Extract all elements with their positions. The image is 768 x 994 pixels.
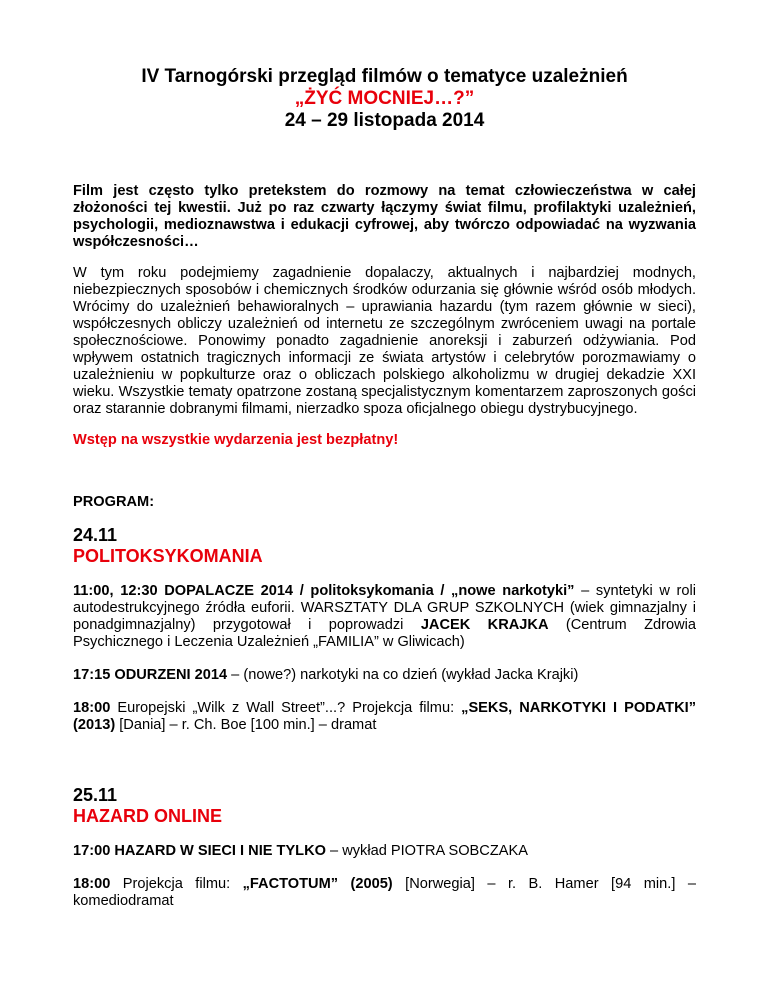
festival-dates: 24 – 29 listopada 2014 [284, 110, 485, 131]
film-title: „FACTOTUM” (2005) [242, 876, 393, 892]
event-time: 18:00 [73, 876, 111, 892]
day-theme: POLITOKSYKOMANIA [73, 546, 263, 566]
event-item [73, 843, 696, 860]
event-item [73, 700, 696, 734]
event-description: – (nowe?) narkotyki na co dzień (wykład Jacka Krajki) [227, 667, 579, 683]
event-description: – syntetyki w roli autodestrukcyjnego źródła euforii. WARSZTATY DLA GRUP SZKOLNYCH (wiek gimnazjalny i ponadgimnazjalny) przygotował i poprowadzi [73, 583, 696, 633]
event-title: 17:15 ODURZENI 2014 [73, 667, 228, 683]
festival-title: IV Tarnogórski przegląd filmów o tematyce uzależnień [141, 66, 628, 87]
document-page [73, 0, 696, 910]
free-entry-notice: Wstęp na wszystkie wydarzenia jest bezpłatny! [73, 432, 399, 448]
event-description-tail: [Norwegia] – r. B. Hamer [94 min.] – komediodramat [73, 876, 696, 909]
event-description: – wykład PIOTRA SOBCZAKA [326, 843, 528, 859]
event-item [73, 876, 696, 910]
film-title: „SEKS, NARKOTYKI I PODATKI” (2013) [73, 700, 696, 733]
day-date: 24.11 [73, 525, 118, 545]
intro-paragraph: Film jest często tylko pretekstem do rozmowy na temat człowieczeństwa w całej złożoności tej kwestii. Już po raz czwarty łączymy świat filmu, profilaktyki uzależnień, psychologii, medioznawstwa i edukacji cyfrowej, aby twórczo odpowiadać na wyzwania współczesności… [73, 183, 696, 250]
event-time: 18:00 [73, 700, 111, 716]
title-block [73, 66, 696, 132]
program-label: PROGRAM: [73, 494, 155, 510]
day-header-25-11 [73, 785, 696, 827]
festival-slogan: „ŻYĆ MOCNIEJ…?” [294, 88, 475, 109]
day-theme: HAZARD ONLINE [73, 806, 222, 826]
event-description: Projekcja filmu: [110, 876, 243, 892]
event-speaker: JACEK KRAJKA [420, 617, 549, 633]
event-description-tail: [Dania] – r. Ch. Boe [100 min.] – dramat [115, 717, 377, 733]
day-header-24-11 [73, 525, 696, 567]
event-title: 11:00, 12:30 DOPALACZE 2014 / politoksykomania / „nowe narkotyki” [73, 583, 575, 599]
event-item [73, 667, 696, 684]
body-paragraph: W tym roku podejmiemy zagadnienie dopalaczy, aktualnych i najbardziej modnych, niebezpiecznych sposobów i chemicznych środków odurzania się głównie wśród osób młodych. Wrócimy do uzależnień behawioralnych – uprawiania hazardu (tym razem głównie w sieci), współczesnych obliczy uzależnień od internetu ze szczególnym zwróceniem uwagi na portale społecznościowe. Ponowimy ponadto zagadnienie anoreksji i zaburzeń odżywiania. Pod wpływem ostatnich tragicznych informacji ze świata artystów i celebrytów porozmawiamy o uzależnieniu w popkulturze oraz o obliczach polskiego alkoholizmu w drugiej dekadzie XXI wieku. Wszystkie tematy opatrzone zostaną specjalistycznym komentarzem zaproszonych gości oraz starannie dobranymi filmami, nierzadko spoza oficjalnego obiegu dystrybucyjnego. [73, 265, 696, 417]
day-date: 25.11 [73, 785, 118, 805]
event-description: Europejski „Wilk z Wall Street”...? Projekcja filmu: [110, 700, 462, 716]
event-item [73, 583, 696, 651]
event-description-tail: (Centrum Zdrowia Psychicznego i Leczenia Uzależnień „FAMILIA” w Gliwicach) [73, 617, 696, 650]
event-title: 17:00 HAZARD W SIECI I NIE TYLKO [73, 843, 326, 859]
